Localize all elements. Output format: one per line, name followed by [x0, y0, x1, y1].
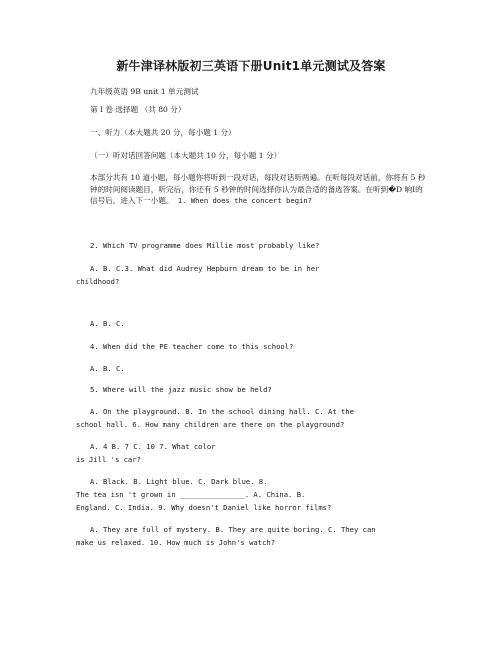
question-4: 4. When did the PE teacher come to this school?	[90, 342, 294, 351]
instructions-paragraph	[90, 172, 426, 207]
question-6: school hall. 6. How many children are there on the playground?	[76, 420, 345, 429]
section-heading: 一、听力（本大题共 20 分，每小题 1 分）	[90, 128, 236, 137]
question-8-options: England. C. India. 9. Why doesn't Daniel like horror films?	[76, 503, 332, 512]
question-4-options: A. B. C.	[90, 364, 125, 373]
question-3-cont: childhood?	[76, 277, 120, 286]
question-7: is Jill 's car?	[76, 455, 141, 464]
question-1: 1. When does the concert begin?	[173, 196, 313, 205]
question-2: 2. Which TV programme does Millie most probably like?	[90, 241, 320, 250]
document-title: 新牛津译林版初三英语下册Unit1单元测试及答案	[116, 59, 386, 73]
question-5: 5. Where will the jazz music show be held?	[90, 385, 272, 394]
question-10: make us relaxed. 10. How much is John's watch?	[76, 538, 276, 547]
question-6-options: A. 4 B. 7 C. 10 7. What color	[90, 442, 216, 451]
question-7-options: A. Black. B. Light blue. C. Dark blue. 8.	[90, 477, 268, 486]
part-heading: 第 I 卷 选择题 （共 80 分）	[90, 105, 186, 114]
instructions-text: 本部分共有 10 道小题，每小题你将听到一段对话，每段对话听两遍。在听每段对话前，你将有 5 秒钟的时间阅读题目，听完后，你还有 5 秒钟的时间选择你认为最合适的备选答案。在听到�D 响Ⅰ的信号后，进入下一小题。	[90, 173, 426, 205]
question-8: The tea isn 't grown in _______________. A. China. B.	[76, 490, 306, 499]
question-9-options: A. They are full of mystery. B. They are quite boring. C. They can	[90, 525, 376, 534]
question-2-options-and-3: A. B. C.3. What did Audrey Hepburn dream to be in her	[90, 264, 320, 273]
test-subtitle: 九年级英语 9B unit 1 单元测试	[90, 87, 199, 96]
question-5-options: A. On the playground. B. In the school dining hall. C. At the	[90, 407, 354, 416]
question-3-options: A. B. C.	[90, 319, 125, 328]
subsection-heading: （一）听对话回答问题（本大题共 10 分，每小题 1 分）	[90, 151, 282, 160]
